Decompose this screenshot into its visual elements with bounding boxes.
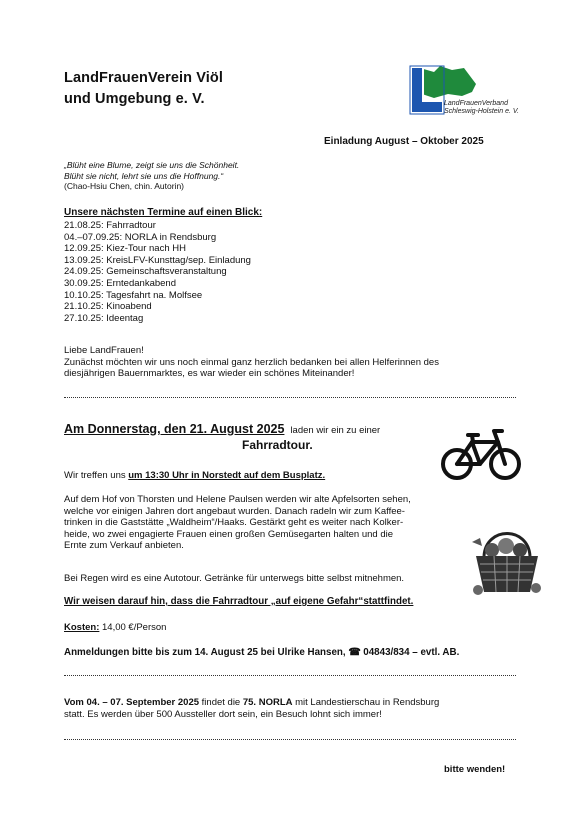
norla-line2: statt. Es werden über 500 Aussteller dort sein, ein Besuch lohnt sich immer! (64, 709, 382, 720)
risk-warning: Wir weisen darauf hin, dass die Fahrradtour „auf eigene Gefahr“stattfindet. (64, 596, 414, 607)
norla-dates: Vom 04. – 07. September 2025 (64, 697, 200, 708)
event-heading (64, 423, 380, 437)
cost-label: Kosten: (64, 622, 100, 633)
quote-block (64, 160, 239, 192)
termin-item: 13.09.25: KreisLFV-Kunsttag/sep. Einladung (64, 254, 251, 266)
termin-item: 27.10.25: Ideentag (64, 312, 144, 324)
event-lead: laden wir ein zu einer (290, 425, 381, 436)
tour-line: Ernte zum Verkauf anbieten. (64, 540, 184, 552)
cost-value: 14,00 €/Person (99, 622, 167, 633)
termin-item: 21.08.25: Fahrradtour (64, 220, 156, 231)
quote-author: (Chao-Hsiu Chen, chin. Autorin) (64, 181, 185, 191)
intro-text (64, 345, 514, 380)
event-name: Fahrradtour. (242, 438, 313, 452)
tour-description (64, 494, 474, 552)
bicycle-icon (440, 426, 522, 482)
divider (64, 739, 516, 740)
termin-item: 10.10.25: Tagesfahrt na. Molfsee (64, 289, 203, 301)
invitation-heading: Einladung August – Oktober 2025 (324, 136, 484, 147)
termin-item: 04.–07.09.25: NORLA in Rendsburg (64, 231, 217, 243)
termine-title: Unsere nächsten Termine auf einen Blick: (64, 207, 263, 218)
vegetable-basket-icon (470, 516, 544, 600)
termine-list (64, 220, 251, 324)
tour-line: welche vor einigen Jahren dort angebaut wurden. Danach radeln wir zum Kaffee- (64, 505, 405, 517)
logo-line2: Schleswig-Holstein e. V. (444, 108, 519, 115)
signup-info: Anmeldungen bitte bis zum 14. August 25 bei Ulrike Hansen, ☎ 04843/834 – evtl. AB. (64, 647, 460, 658)
cost-line (64, 622, 166, 634)
norla-notice (64, 697, 516, 721)
turn-page-note: bitte wenden! (444, 764, 506, 775)
norla-name: 75. NORLA (242, 697, 293, 708)
org-title-line1: LandFrauenVerein Viöl (64, 70, 223, 86)
tour-line: trinken in die Gaststätte „Waldheim“/Haaks. Gestärkt geht es weiter nach Kolker- (64, 517, 404, 529)
org-title (64, 68, 223, 110)
divider (64, 397, 516, 398)
norla-line1 (64, 697, 516, 709)
tour-line: Auf dem Hof von Thorsten und Helene Paulsen werden wir alte Apfelsorten sehen, (64, 494, 411, 505)
rain-note: Bei Regen wird es eine Autotour. Getränke für unterwegs bitte selbst mitnehmen. (64, 573, 405, 584)
termin-item: 30.09.25: Erntedankabend (64, 277, 176, 289)
logo-line1: LandFrauenVerband (444, 100, 508, 107)
termin-item: 12.09.25: Kiez-Tour nach HH (64, 243, 186, 255)
meet-location: um 13:30 Uhr in Norstedt auf dem Busplatz. (128, 470, 326, 481)
intro-greeting: Liebe LandFrauen! (64, 345, 144, 356)
norla-text-2: mit Landestierschau in Rendsburg (292, 697, 440, 708)
intro-line2: diesjährigen Bauernmarktes, es war wieder ein schönes Miteinander! (64, 368, 355, 380)
org-title-line2: und Umgebung e. V. (64, 91, 205, 107)
quote-line1: „Blüht eine Blume, zeigt sie uns die Schönheit. (64, 160, 240, 170)
divider (64, 675, 516, 676)
meet-prefix: Wir treffen uns (64, 470, 129, 481)
norla-text: findet die (199, 697, 243, 708)
logo-text (444, 100, 519, 116)
termin-item: 24.09.25: Gemeinschaftsveranstaltung (64, 266, 227, 278)
event-date: Am Donnerstag, den 21. August 2025 (64, 422, 285, 436)
quote-line2: Blüht sie nicht, lehrt sie uns die Hoffnung.“ (64, 170, 224, 181)
termin-item: 21.10.25: Kinoabend (64, 301, 152, 313)
tour-line: heide, wo zwei engagierte Frauen einen großen Gemüsegarten halten und die (64, 528, 394, 540)
meeting-point (64, 470, 325, 482)
intro-line1: Zunächst möchten wir uns noch einmal ganz herzlich bedanken bei allen Helferinnen des (64, 356, 439, 368)
